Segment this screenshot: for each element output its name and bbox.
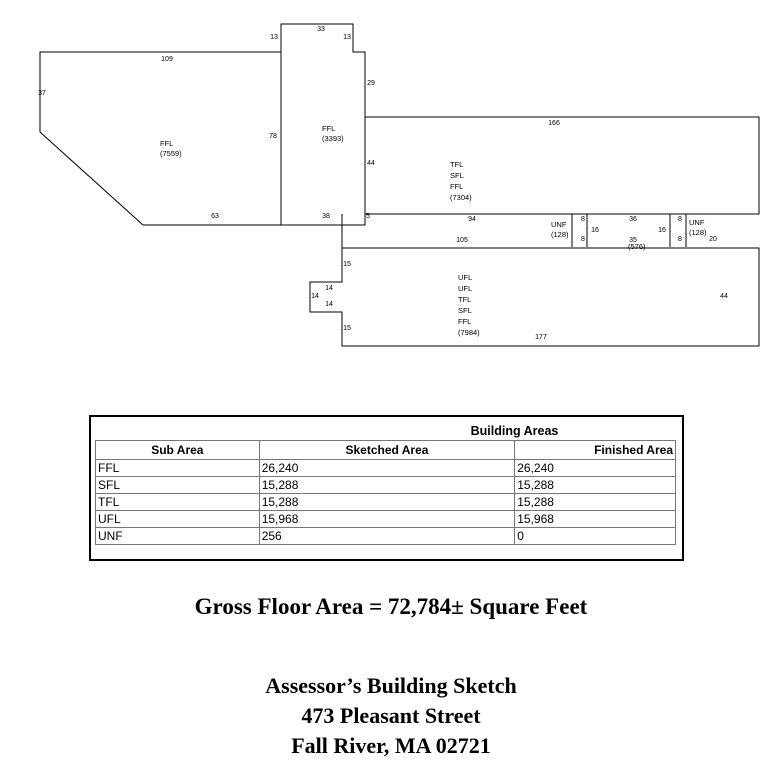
building-areas-title: Building Areas	[470, 424, 559, 438]
area-code-label: (576)	[628, 242, 646, 251]
caption-title: Assessor’s Building Sketch	[265, 673, 517, 698]
table-row	[96, 528, 676, 545]
header-sketched-area: Sketched Area	[259, 441, 515, 460]
sub-area-cell: TFL	[96, 494, 260, 511]
dimension-label: 177	[535, 334, 547, 341]
area-code-label: FFL	[458, 317, 472, 326]
dimension-label: 14	[325, 285, 333, 292]
building-areas-table-frame	[89, 415, 684, 561]
dimension-label: 8	[678, 236, 682, 243]
dimension-label: 8	[581, 216, 585, 223]
dimension-label: 78	[269, 133, 277, 140]
dimension-label: 109	[161, 56, 173, 63]
area-code-label: UNF	[551, 220, 567, 229]
dimension-label: 38	[322, 213, 330, 220]
area-code-label: UFL	[458, 273, 473, 282]
finished-area-cell: 15,288	[515, 477, 676, 494]
dimension-label: 33	[317, 26, 325, 33]
table-row	[96, 511, 676, 528]
caption-city: Fall River, MA 02721	[291, 733, 491, 758]
dimension-label: 37	[38, 90, 46, 97]
table-row	[96, 460, 676, 477]
finished-area-cell: 0	[515, 528, 676, 545]
dimension-label: 5	[366, 213, 370, 220]
dimension-label: 8	[678, 216, 682, 223]
area-code-label: FFL	[322, 124, 336, 133]
dimension-label: 29	[367, 80, 375, 87]
area-code-label: TFL	[450, 160, 464, 169]
sub-area-cell: SFL	[96, 477, 260, 494]
area-code-label: SFL	[458, 306, 472, 315]
sketched-area-cell: 26,240	[259, 460, 515, 477]
header-finished-area: Finished Area	[515, 441, 676, 460]
sub-area-cell: UFL	[96, 511, 260, 528]
area-code-label: (7304)	[450, 193, 472, 202]
header-sub-area: Sub Area	[96, 441, 260, 460]
area-code-label: (3393)	[322, 134, 344, 143]
dimension-label: 44	[720, 293, 728, 300]
finished-area-cell: 15,288	[515, 494, 676, 511]
area-code-label: UFL	[458, 284, 473, 293]
dimension-label: 15	[343, 325, 351, 332]
finished-area-cell: 15,968	[515, 511, 676, 528]
dimension-label: 36	[629, 216, 637, 223]
finished-area-cell: 26,240	[515, 460, 676, 477]
dimension-label: 14	[325, 301, 333, 308]
area-code-label: (128)	[689, 228, 707, 237]
area-code-label: TFL	[458, 295, 472, 304]
lower-wing-outline	[310, 248, 759, 346]
dimension-label: 13	[343, 34, 351, 41]
sketched-area-cell: 15,288	[259, 477, 515, 494]
sub-area-cell: UNF	[96, 528, 260, 545]
dimension-label: 35	[629, 237, 637, 244]
table-header-row	[96, 441, 676, 460]
dimension-label: 15	[343, 261, 351, 268]
area-code-label: UNF	[689, 218, 705, 227]
dimension-label: 44	[367, 160, 375, 167]
area-code-label: (128)	[551, 230, 569, 239]
table-row	[96, 477, 676, 494]
area-code-label: FFL	[160, 139, 174, 148]
dimension-label: 105	[456, 237, 468, 244]
area-code-label: (7984)	[458, 328, 480, 337]
dimension-label: 16	[658, 227, 666, 234]
dimension-label: 20	[709, 236, 717, 243]
area-code-label: SFL	[450, 171, 464, 180]
area-code-label: (7559)	[160, 149, 182, 158]
sub-area-cell: FFL	[96, 460, 260, 477]
dimension-label: 63	[211, 213, 219, 220]
dimension-label: 8	[581, 236, 585, 243]
sketched-area-cell: 15,968	[259, 511, 515, 528]
area-code-label: FFL	[450, 182, 464, 191]
building-areas-table	[95, 440, 676, 545]
dimension-label: 14	[311, 293, 319, 300]
sketched-area-cell: 256	[259, 528, 515, 545]
caption-street: 473 Pleasant Street	[301, 703, 481, 728]
east-upper-wing-outline	[365, 117, 759, 214]
gross-floor-area: Gross Floor Area = 72,784± Square Feet	[194, 594, 588, 619]
dimension-label: 94	[468, 216, 476, 223]
table-row	[96, 494, 676, 511]
sketched-area-cell: 15,288	[259, 494, 515, 511]
dimension-label: 166	[548, 120, 560, 127]
dimension-label: 13	[270, 34, 278, 41]
dimension-label: 16	[591, 227, 599, 234]
